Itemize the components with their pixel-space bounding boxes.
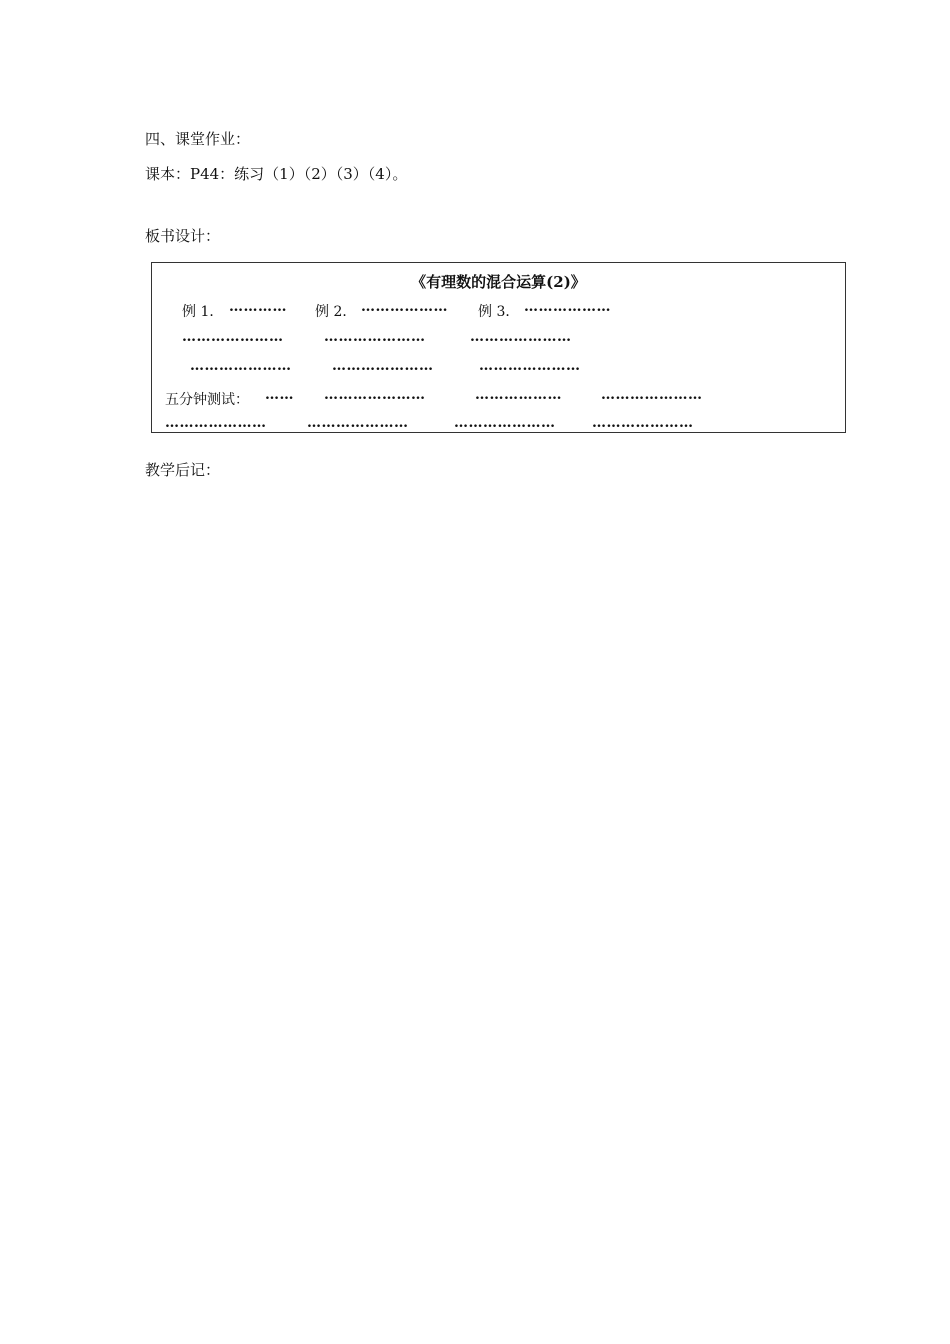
board-design-box [151,262,846,433]
dots-line: ………………… [470,329,572,345]
example-1-dots: ………… [229,299,287,315]
example-2-dots: ……………… [361,299,448,315]
example-2-label: 例 2． [315,304,357,320]
example-3-dots: ……………… [524,299,611,315]
homework-text: 课本：P44：练习（1）（2）（3）（4）。 [145,165,408,183]
example-1-label: 例 1． [182,304,224,320]
example-3-label: 例 3． [478,304,520,320]
dots-line: ……………… [475,387,562,403]
section-heading-homework: 四、课堂作业： [145,130,251,148]
five-minute-test-label: 五分钟测试： [165,392,249,408]
dots-line: ………………… [454,415,556,431]
dots-line: ………………… [182,329,284,345]
dots-line: ………………… [601,387,703,403]
dots-line: ………………… [324,387,426,403]
dots-line: ………………… [307,415,409,431]
dots-line: ………………… [190,358,292,374]
dots-line: ………………… [479,358,581,374]
board-design-label: 板书设计： [145,227,221,245]
dots-line: ………………… [592,415,694,431]
board-title: 《有理数的混合运算(2)》 [411,273,586,291]
teaching-postscript-label: 教学后记： [145,461,221,479]
dots-line: ………………… [332,358,434,374]
dots-line: ………………… [165,415,267,431]
dots-line: …… [265,387,294,403]
dots-line: ………………… [324,329,426,345]
